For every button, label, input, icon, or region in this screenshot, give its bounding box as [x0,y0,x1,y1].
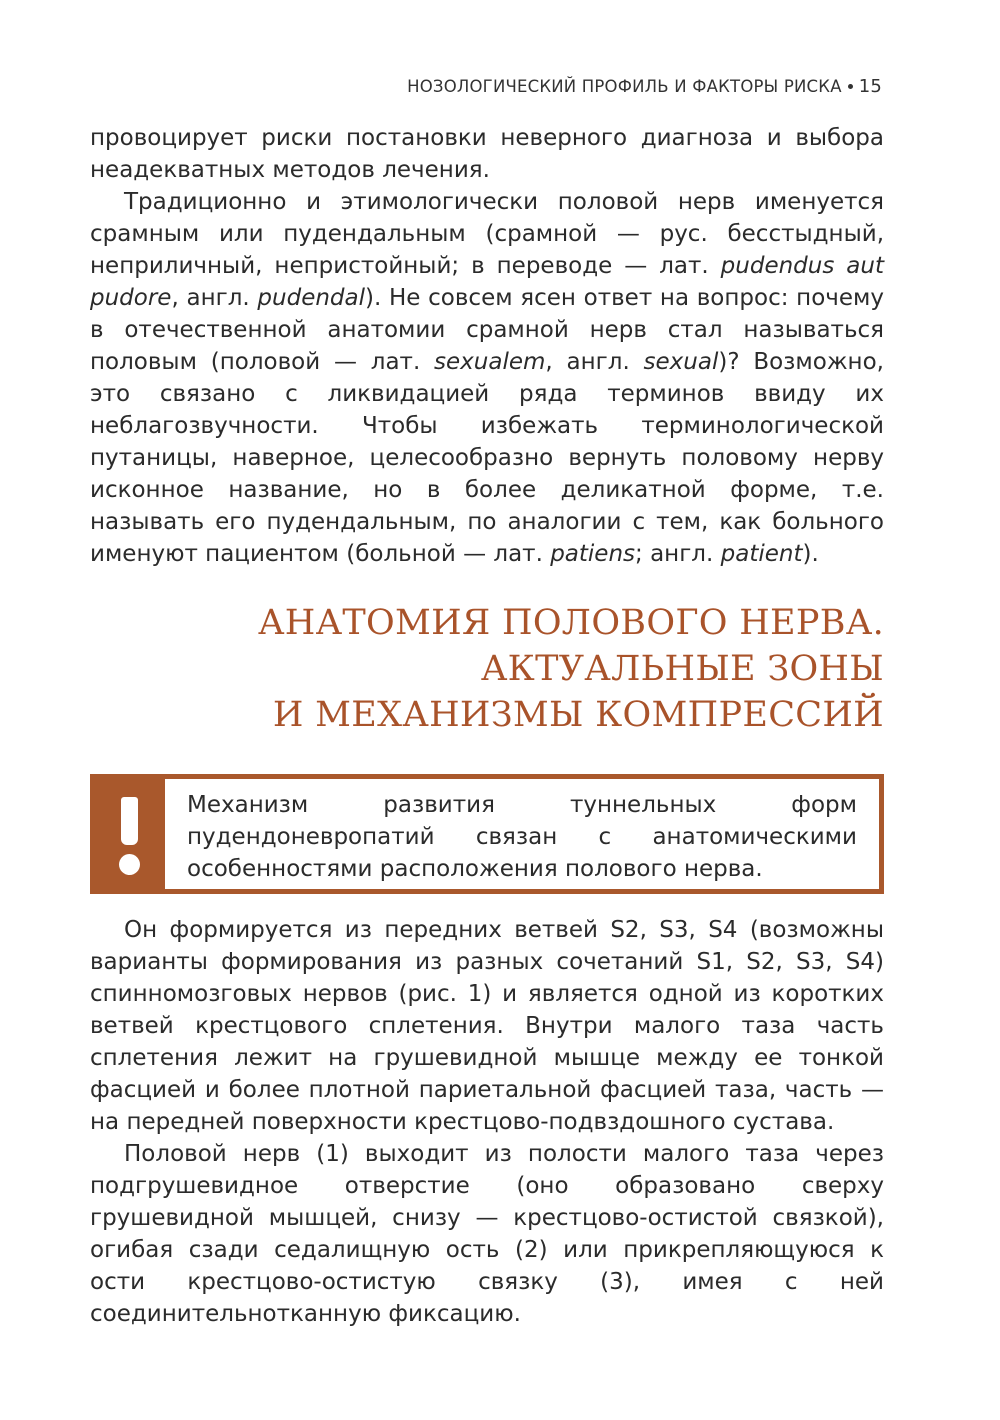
latin-term: sexual [643,349,719,375]
exclamation-icon [95,779,165,889]
page-number: 15 [858,76,882,97]
body-text-bottom [90,914,884,1330]
latin-term: sexualem [434,349,546,375]
section-heading [184,600,884,738]
body-text-top [90,122,884,570]
paragraph-continuation: провоцирует риски постановки неверного диагноза и выбора неадекватных методов лечения. [90,125,884,183]
running-head [407,76,882,97]
latin-term: pudendal [257,285,366,311]
section-heading-line-3: И МЕХАНИЗМЫ КОМПРЕССИЙ [272,695,884,735]
latin-term: patiens [550,541,636,567]
running-head-title: НОЗОЛОГИЧЕСКИЙ ПРОФИЛЬ И ФАКТОРЫ РИСКА [407,77,842,96]
latin-term: pudendus aut pudore [90,253,884,311]
paragraph-etymology: Традиционно и этимологически половой нерв именуется срамным или пудендальным (срамной — рус. бесстыдный, неприличный, непристойный; в переводе — лат. pudendus aut pudore, англ. pudendal). Не совсем ясен ответ на вопрос: почему в отечественной анатомии срамной нерв стал называться половым (половой — лат. sexualem, англ. sexual)? Возможно, это связано с ликвидацией ряда терминов ввиду их неблагозвучности. Чтобы избежать терминологической путаницы, наверное, целесообразно вернуть половому нерву исконное название, но в более деликатной форме, т.е. называть его пудендальным, по аналогии с тем, как больного именуют пациентом (больной — лат. patiens; англ. patient). [90,189,884,567]
callout-box [90,774,884,894]
section-heading-line-1: АНАТОМИЯ ПОЛОВОГО НЕРВА. [257,603,884,643]
bullet-dot-icon [848,84,853,89]
paragraph-formation: Он формируется из передних ветвей S2, S3, S4 (возможны варианты формирования из разных сочетаний S1, S2, S3, S4) спинномозговых нервов (рис. 1) и является одной из коротких ветвей крестцового сплетения. Внутри малого таза часть сплетения лежит на грушевидной мышце между ее тонкой фасцией и более плотной париетальной фасцией таза, часть — на передней поверхности крестцово-подвздошного сустава. [90,917,884,1135]
paragraph-course: Половой нерв (1) выходит из полости малого таза через подгрушевидное отверстие (оно образовано сверху грушевидной мышцей, снизу — крестцово-остистой связкой), огибая сзади седалищную ость (2) или прикрепляющуюся к ости крестцово-остистую связку (3), имея с ней соединительнотканную фиксацию. [90,1141,884,1327]
latin-term: patient [720,541,803,567]
section-heading-line-2: АКТУАЛЬНЫЕ ЗОНЫ [480,649,884,689]
callout-text: Механизм развития туннельных форм пудендоневропатий связан с анатомическими особенностями расположения полового нерва. [187,792,857,882]
